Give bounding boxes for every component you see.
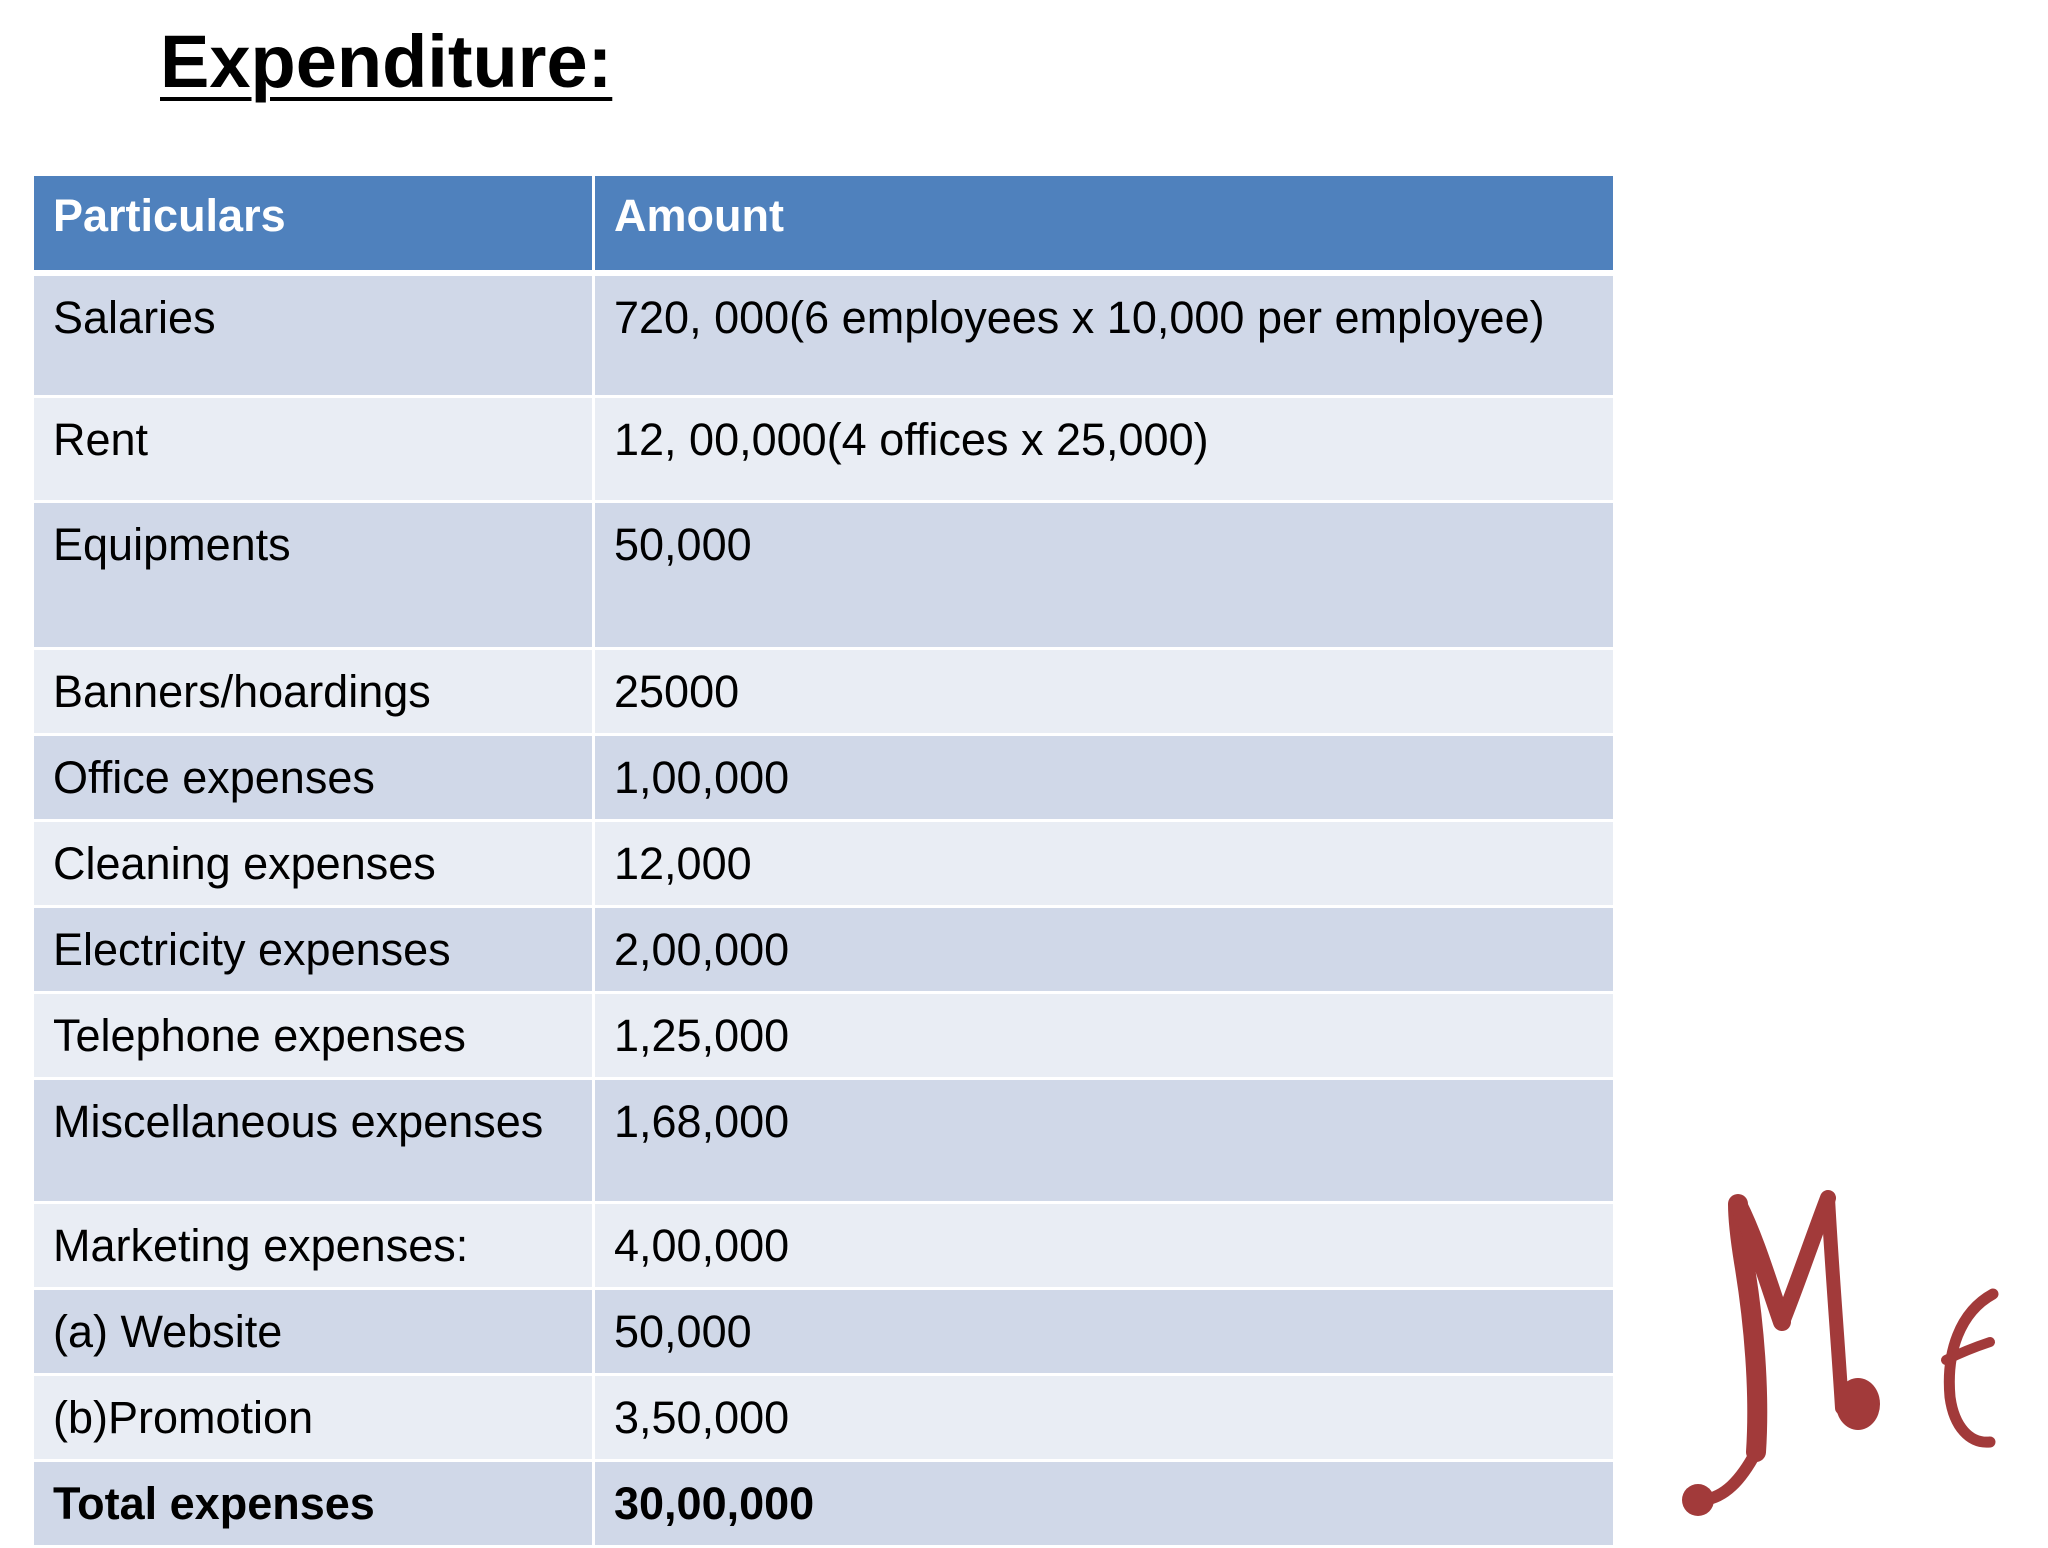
amount-cell: 12,000 — [594, 821, 1615, 907]
expenditure-table — [31, 173, 1616, 1548]
logo-dot — [1682, 1484, 1714, 1516]
amount-cell: 50,000 — [594, 502, 1615, 649]
particular-cell: Salaries — [33, 273, 594, 397]
particular-cell: Cleaning expenses — [33, 821, 594, 907]
particular-cell: Miscellaneous expenses — [33, 1079, 594, 1203]
header-amount: Amount — [594, 175, 1615, 274]
amount-cell: 12, 00,000(4 offices x 25,000) — [594, 397, 1615, 502]
amount-cell: 1,25,000 — [594, 993, 1615, 1079]
particular-cell: Marketing expenses: — [33, 1203, 594, 1289]
total-amount: 30,00,000 — [594, 1461, 1615, 1547]
particular-cell: Banners/hoardings — [33, 649, 594, 735]
table-row — [33, 907, 1615, 993]
table-row — [33, 821, 1615, 907]
logo-note-head — [1836, 1378, 1880, 1430]
amount-cell: 1,68,000 — [594, 1079, 1615, 1203]
particular-cell: (b)Promotion — [33, 1375, 594, 1461]
amount-cell: 3,50,000 — [594, 1375, 1615, 1461]
amount-cell: 1,00,000 — [594, 735, 1615, 821]
total-row — [33, 1461, 1615, 1547]
table-row — [33, 1079, 1615, 1203]
table-row — [33, 1375, 1615, 1461]
particular-cell: Rent — [33, 397, 594, 502]
particular-cell: Electricity expenses — [33, 907, 594, 993]
particular-cell: (a) Website — [33, 1289, 594, 1375]
total-label: Total expenses — [33, 1461, 594, 1547]
amount-cell: 720, 000(6 employees x 10,000 per employee) — [594, 273, 1615, 397]
table-row — [33, 502, 1615, 649]
particular-cell: Office expenses — [33, 735, 594, 821]
table-row — [33, 1203, 1615, 1289]
table-row — [33, 993, 1615, 1079]
amount-cell: 50,000 — [594, 1289, 1615, 1375]
header-particulars: Particulars — [33, 175, 594, 274]
particular-cell: Telephone expenses — [33, 993, 594, 1079]
table-row — [33, 273, 1615, 397]
logo-letters — [1704, 1198, 1993, 1500]
page-title: Expenditure: — [160, 20, 613, 103]
table-row — [33, 1289, 1615, 1375]
amount-cell: 25000 — [594, 649, 1615, 735]
table-row — [33, 649, 1615, 735]
table-row — [33, 397, 1615, 502]
amount-cell: 4,00,000 — [594, 1203, 1615, 1289]
me-logo — [1660, 1182, 2030, 1532]
amount-cell: 2,00,000 — [594, 907, 1615, 993]
table-header-row — [33, 175, 1615, 274]
table-row — [33, 735, 1615, 821]
particular-cell: Equipments — [33, 502, 594, 649]
